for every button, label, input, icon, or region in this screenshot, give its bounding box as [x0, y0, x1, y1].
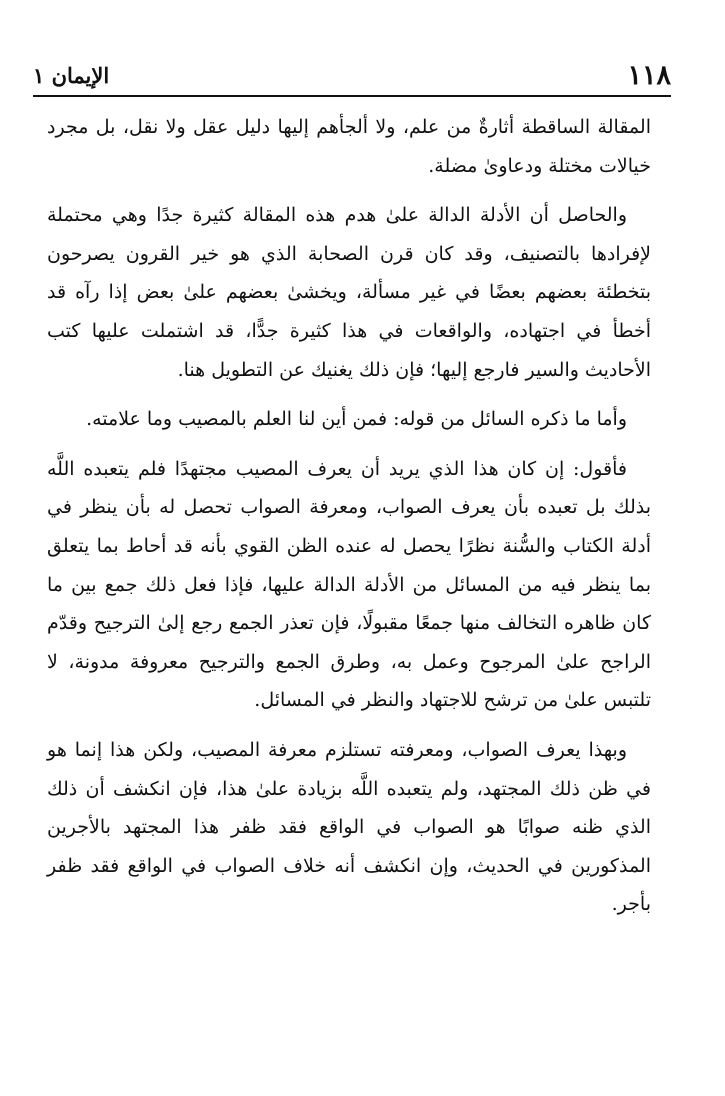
header-rule: [33, 95, 671, 97]
paragraph-5: وبهذا يعرف الصواب، ومعرفته تستلزم معرفة المصيب، ولكن هذا إنما هو في ظن ذلك المجتهد، ولم يتعبده اللَّه بزيادة علىٰ هذا، فإن انكشف أن ذلك الذي ظنه صوابًا هو الصواب في الواقع فقد ظفر هذا المجتهد بالأجرين المذكورين في الحديث، وإن انكشف أنه خلاف الصواب في الواقع فقد ظفر بأجر.: [47, 738, 651, 916]
page-body: [47, 108, 651, 935]
page-header: [33, 58, 671, 94]
paragraph-1: المقالة الساقطة أثارةٌ من علم، ولا ألجأهم إليها دليل عقل ولا نقل، بل مجرد خيالات مختلة ودعاوىٰ مضلة.: [47, 116, 651, 177]
paragraph-3: وأما ما ذكره السائل من قوله: فمن أين لنا العلم بالمصيب وما علامته.: [86, 408, 627, 431]
running-title: الإيمان ١: [33, 63, 110, 88]
paragraph-2: والحاصل أن الأدلة الدالة علىٰ هدم هذه المقالة كثيرة جدًا وهي محتملة لإفرادها بالتصنيف، وقد كان قرن الصحابة الذي هو خير القرون يصرحون بتخطئة بعضهم بعضًا في غير مسألة، ويخشىٰ بعضهم علىٰ بعض إذا رآه قد أخطأ في اجتهاده، والواقعات في هذا كثيرة جدًّا، قد اشتملت عليها كتب الأحاديث والسير فارجع إليها؛ فإن ذلك يغنيك عن التطويل هنا.: [47, 204, 651, 381]
paragraph-4: فأقول: إن كان هذا الذي يريد أن يعرف المصيب مجتهدًا فلم يتعبده اللَّه بذلك بل تعبده بأن يعرف الصواب، ومعرفة الصواب تحصل له بأن ينظر في أدلة الكتاب والسُّنة نظرًا يحصل له عنده الظن القوي بأنه قد أحاط بما يتعلق بما ينظر فيه من المسائل من الأدلة الدالة عليها، فإذا فعل ذلك جمع بين ما كان ظاهره التخالف منها جمعًا مقبولًا، فإن تعذر الجمع رجع إلىٰ الترجيح وقدّم الراجح علىٰ المرجوح وعمل به، وطرق الجمع والترجيح معروفة مدونة، لا تلتبس علىٰ من ترشح للاجتهاد والنظر في المسائل.: [47, 457, 651, 712]
page-number: ١١٨: [627, 60, 671, 91]
